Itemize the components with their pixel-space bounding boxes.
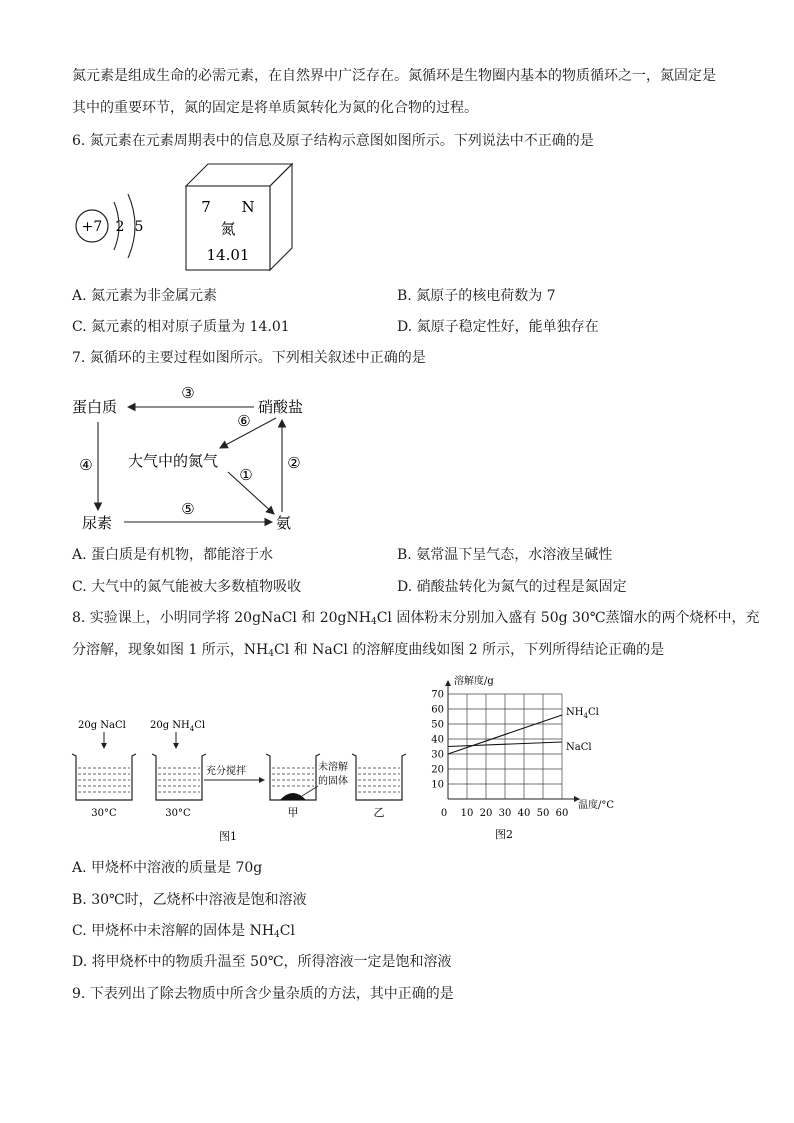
atom-diagram: [76, 194, 143, 258]
q6-option-c: C. 氮元素的相对原子质量为 14.01: [72, 319, 290, 335]
beaker-nh4cl: [152, 754, 206, 800]
fig1-label-nh4cl-b: Cl: [194, 720, 206, 731]
figure-2-solubility-chart: [420, 670, 640, 850]
q8-stem-line-2-a: 分溶解，现象如图 1 所示，NH: [72, 642, 269, 658]
q6-stem: 6. 氮元素在元素周期表中的信息及原子结构示意图如图所示。下列说法中不正确的是: [72, 133, 594, 149]
q8-stem-line-2: [72, 640, 664, 664]
step-4: ④: [79, 456, 93, 474]
node-urea: 尿素: [82, 514, 113, 532]
fig1-undissolved-2: 的固体: [318, 776, 348, 787]
node-protein: 蛋白质: [72, 398, 118, 416]
intro-line-2: 其中的重要环节，氮的固定是将单质氮转化为氮的化合物的过程。: [72, 100, 478, 116]
step-6: ⑥: [237, 412, 251, 430]
cell-atomic-number: 7: [201, 198, 211, 216]
q8-option-c-a: C. 甲烧杯中未溶解的固体是 NH: [72, 923, 275, 939]
fig1-temp-1: 30°C: [91, 808, 117, 819]
fig1-label-nacl: 20g NaCl: [78, 720, 126, 731]
step-5: ⑤: [181, 500, 195, 518]
y-tick-label: 40: [431, 734, 444, 746]
chart-grid: [445, 680, 580, 802]
x-tick-label: 60: [555, 808, 569, 819]
cell-mass: 14.01: [206, 246, 250, 264]
q9-stem: 9. 下表列出了除去物质中所含少量杂质的方法，其中正确的是: [72, 986, 454, 1002]
q8-option-c-sub: 4: [274, 930, 280, 940]
beaker-nacl: [72, 754, 136, 800]
y-tick-label: 10: [431, 779, 444, 791]
q8-stem-line-1-b: Cl 固体粉末分别加入盛有 50g 30℃蒸馏水的两个烧杯中，充: [376, 610, 760, 626]
series-label-nacl: NaCl: [566, 742, 592, 753]
q7-option-b: B. 氨常温下呈气态，水溶液呈碱性: [397, 547, 613, 563]
fig1-caption: 图1: [219, 830, 237, 843]
q6-figure: [68, 160, 308, 280]
beaker-jia: [266, 754, 320, 800]
q8-option-b: B. 30℃时，乙烧杯中溶液是饱和溶液: [72, 892, 307, 908]
fig1-label-jia: 甲: [287, 806, 299, 819]
fig1-label-nh4cl-sub: 4: [189, 725, 195, 733]
q6-option-d: D. 氮原子稳定性好，能单独存在: [397, 319, 599, 335]
series-label-nh4cl: $NH_4Cl$: [566, 707, 599, 720]
q6-option-a: A. 氮元素为非金属元素: [72, 288, 218, 304]
atom-shell-1: 2: [115, 219, 125, 235]
q7-option-d: D. 硝酸盐转化为氮气的过程是氮固定: [397, 579, 627, 595]
fig1-stir-label: 充分搅拌: [206, 766, 246, 777]
y-tick-label: 30: [431, 749, 444, 761]
y-tick-label: 60: [431, 704, 444, 716]
q8-stem-line-1-a: 8. 实验课上，小明同学将 20gNaCl 和 20gNH: [72, 610, 371, 626]
q7-stem: 7. 氮循环的主要过程如图所示。下列相关叙述中正确的是: [72, 350, 426, 366]
fig1-label-nh4cl: [150, 720, 205, 733]
atom-nucleus: +7: [81, 219, 103, 235]
q8-stem-line-1-sub: 4: [370, 617, 377, 627]
nitrogen-cycle-diagram: [68, 376, 338, 536]
y-tick-label: 70: [431, 689, 444, 701]
q8-option-d: D. 将甲烧杯中的物质升温至 50℃，所得溶液一定是饱和溶液: [72, 954, 452, 970]
beaker-yi: [352, 754, 406, 800]
fig1-label-yi: 乙: [373, 806, 385, 819]
atom-shell-2: 5: [134, 219, 144, 235]
q6-option-b: B. 氮原子的核电荷数为 7: [397, 288, 556, 304]
chart-ylabel: 溶解度/g: [454, 676, 494, 687]
step-3: ③: [181, 384, 195, 402]
fig1-undissolved-1: 未溶解: [318, 762, 348, 773]
fig1-label-nh4cl-a: 20g NH: [150, 720, 190, 731]
node-air-nitrogen: 大气中的氮气: [128, 452, 219, 470]
x-tick-label: 30: [498, 808, 512, 819]
node-ammonia: 氨: [276, 514, 292, 532]
q8-stem-line-2-b: Cl 和 NaCl 的溶解度曲线如图 2 所示，下列所得结论正确的是: [274, 642, 665, 658]
y-tick-label: 20: [431, 764, 444, 776]
chart-xlabel: 温度/°C: [578, 800, 615, 811]
intro-line-1: 氮元素是组成生命的必需元素，在自然界中广泛存在。氮循环是生物圈内基本的物质循环之一，氮固定是: [72, 68, 716, 84]
x-tick-label: 50: [536, 808, 550, 819]
q7-option-a: A. 蛋白质是有机物，都能溶于水: [72, 547, 274, 563]
step-1: ①: [239, 466, 253, 484]
periodic-cell: [186, 164, 292, 270]
q8-option-c-b: Cl: [279, 923, 295, 939]
q8-stem-line-1: [72, 608, 760, 632]
x-tick-label: 20: [479, 808, 493, 819]
node-nitrate: 硝酸盐: [258, 398, 304, 416]
x-tick-label: 40: [517, 808, 531, 819]
q8-stem-line-2-sub: 4: [268, 649, 275, 659]
x-tick-label: 10: [460, 808, 474, 819]
chart-origin: 0: [440, 808, 448, 819]
cell-symbol: N: [241, 198, 255, 216]
chart-series: [448, 707, 599, 754]
fig1-temp-2: 30°C: [165, 808, 191, 819]
q8-option-c: [72, 921, 295, 945]
figure-1-beakers: [68, 706, 418, 846]
q8-option-a: A. 甲烧杯中溶液的质量是 70g: [72, 860, 263, 876]
y-axis-arrow-icon: [445, 680, 451, 686]
fig2-caption: 图2: [495, 828, 513, 841]
y-tick-label: 50: [431, 719, 444, 731]
step-2: ②: [287, 454, 301, 472]
cell-name: 氮: [220, 220, 236, 238]
q7-option-c: C. 大气中的氮气能被大多数植物吸收: [72, 579, 302, 595]
